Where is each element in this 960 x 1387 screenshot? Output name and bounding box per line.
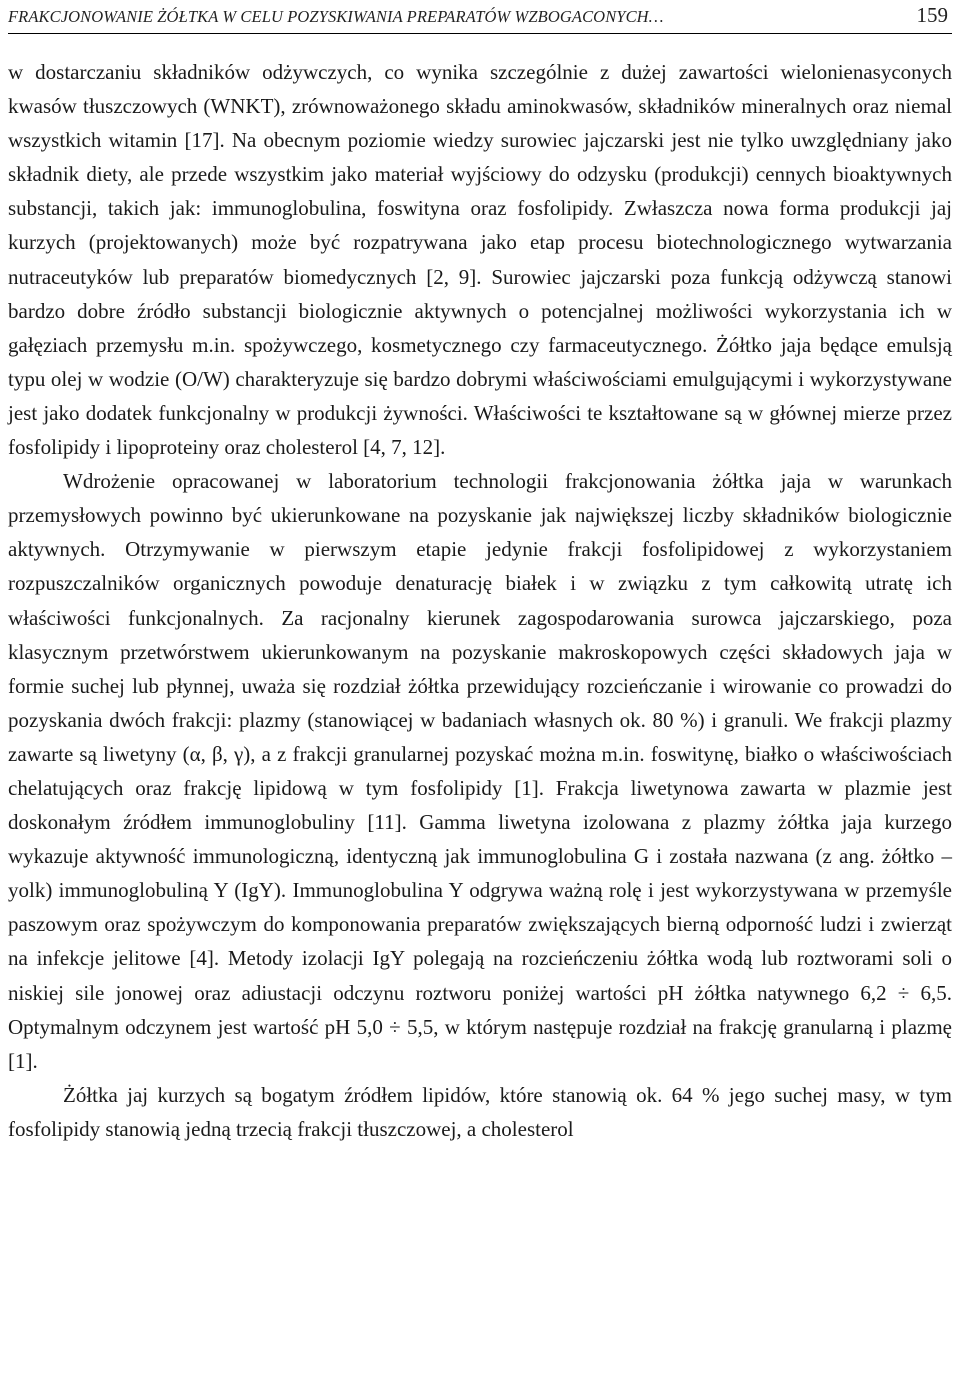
paragraph: Żółtka jaj kurzych są bogatym źródłem lipidów, które stanowią ok. 64 % jego suchej masy, w tym fosfolipidy stanowią jedną trzecią frakcji tłuszczowej, a cholesterol bbox=[8, 1082, 952, 1141]
page-number: 159 bbox=[916, 3, 948, 27]
paragraph: w dostarczaniu składników odżywczych, co wynika szczególnie z dużej zawartości wielonienasyconych kwasów tłuszczowych (WNKT), zrównoważonego składu aminokwasów, składników mineralnych oraz niemal wszystkich witamin [17]. Na obecnym poziomie wiedzy surowiec jajczarski jest nie tylko uwzględniany jako składnik diety, ale przede wszystkim jako materiał wyjściowy do odzysku (produkcji) cennych bioaktywnych substancji, takich jak: immunoglobulina, foswityna oraz fosfolipidy. Zwłaszcza nowa forma produkcji jaj kurzych (projektowanych) może być rozpatrywana jako etap procesu biotechnologicznego wytwarzania nutraceutyków lub preparatów biomedycznych [2, 9]. Surowiec jajczarski poza funkcją odżywczą stanowi bardzo dobre źródło substancji biologicznie aktywnych o potencjalnej możliwości wykorzystania ich w gałęziach przemysłu m.in. spożywczego, kosmetycznego czy farmaceutycznego. Żółtko jaja będące emulsją typu olej w wodzie (O/W) charakteryzuje się bardzo dobrymi właściwościami emulgującymi i wykorzystywane jest jako dodatek funkcjonalny w produkcji żywności. Właściwości te kształtowane są w głównej mierze przez fosfolipidy i lipoproteiny oraz cholesterol [4, 7, 12]. bbox=[8, 60, 952, 460]
running-header bbox=[8, 3, 952, 34]
body-text bbox=[8, 55, 952, 1146]
document-page bbox=[0, 3, 960, 1387]
paragraph: Wdrożenie opracowanej w laboratorium technologii frakcjonowania żółtka jaja w warunkach przemysłowych powinno być ukierunkowane na pozyskanie jak największej liczby składników biologicznie aktywnych. Otrzymywanie w pierwszym etapie jedynie frakcji fosfolipidowej z wykorzystaniem rozpuszczalników organicznych powoduje denaturację białek i w związku z tym całkowitą utratę ich właściwości funkcjonalnych. Za racjonalny kierunek zagospodarowania surowca jajczarskiego, poza klasycznym przetwórstwem ukierunkowanym na pozyskanie makroskopowych części składowych jaja w formie suchej lub płynnej, uważa się rozdział żółtka przewidujący rozcieńczanie i wirowanie co prowadzi do pozyskania dwóch frakcji: plazmy (stanowiącej w badaniach własnych ok. 80 %) i granuli. We frakcji plazmy zawarte są liwetyny (α, β, γ), a z frakcji granularnej pozyskać można m.in. foswitynę, białko o właściwościach chelatujących oraz frakcję lipidową w tym fosfolipidy [1]. Frakcja liwetynowa zawarta w plazmie jest doskonałym źródłem immunoglobuliny [11]. Gamma liwetyna izolowana z plazmy żółtka jaja kurzego wykazuje aktywność immunologiczną, identyczną jak immunoglobulina G i została nazwana (z ang. żółtko – yolk) immunoglobuliną Y (IgY). Immunoglobulina Y odgrywa ważną rolę i jest wykorzystywana w przemyśle paszowym oraz spożywczym do komponowania preparatów zwiększających bierną odporność ludzi i zwierząt na infekcje jelitowe [4]. Metody izolacji IgY polegają na rozcieńczeniu żółtka wodą lub roztworami soli o niskiej sile jonowej oraz adiustacji odczynu roztworu poniżej wartości pH żółtka natywnego 6,2 ÷ 6,5. Optymalnym odczynem jest wartość pH 5,0 ÷ 5,5, w którym następuje rozdział na frakcję granularną i plazmę [1]. bbox=[8, 469, 952, 1073]
running-title: FRAKCJONOWANIE ŻÓŁTKA W CELU POZYSKIWANIA PREPARATÓW WZBOGACONYCH… bbox=[8, 7, 664, 26]
